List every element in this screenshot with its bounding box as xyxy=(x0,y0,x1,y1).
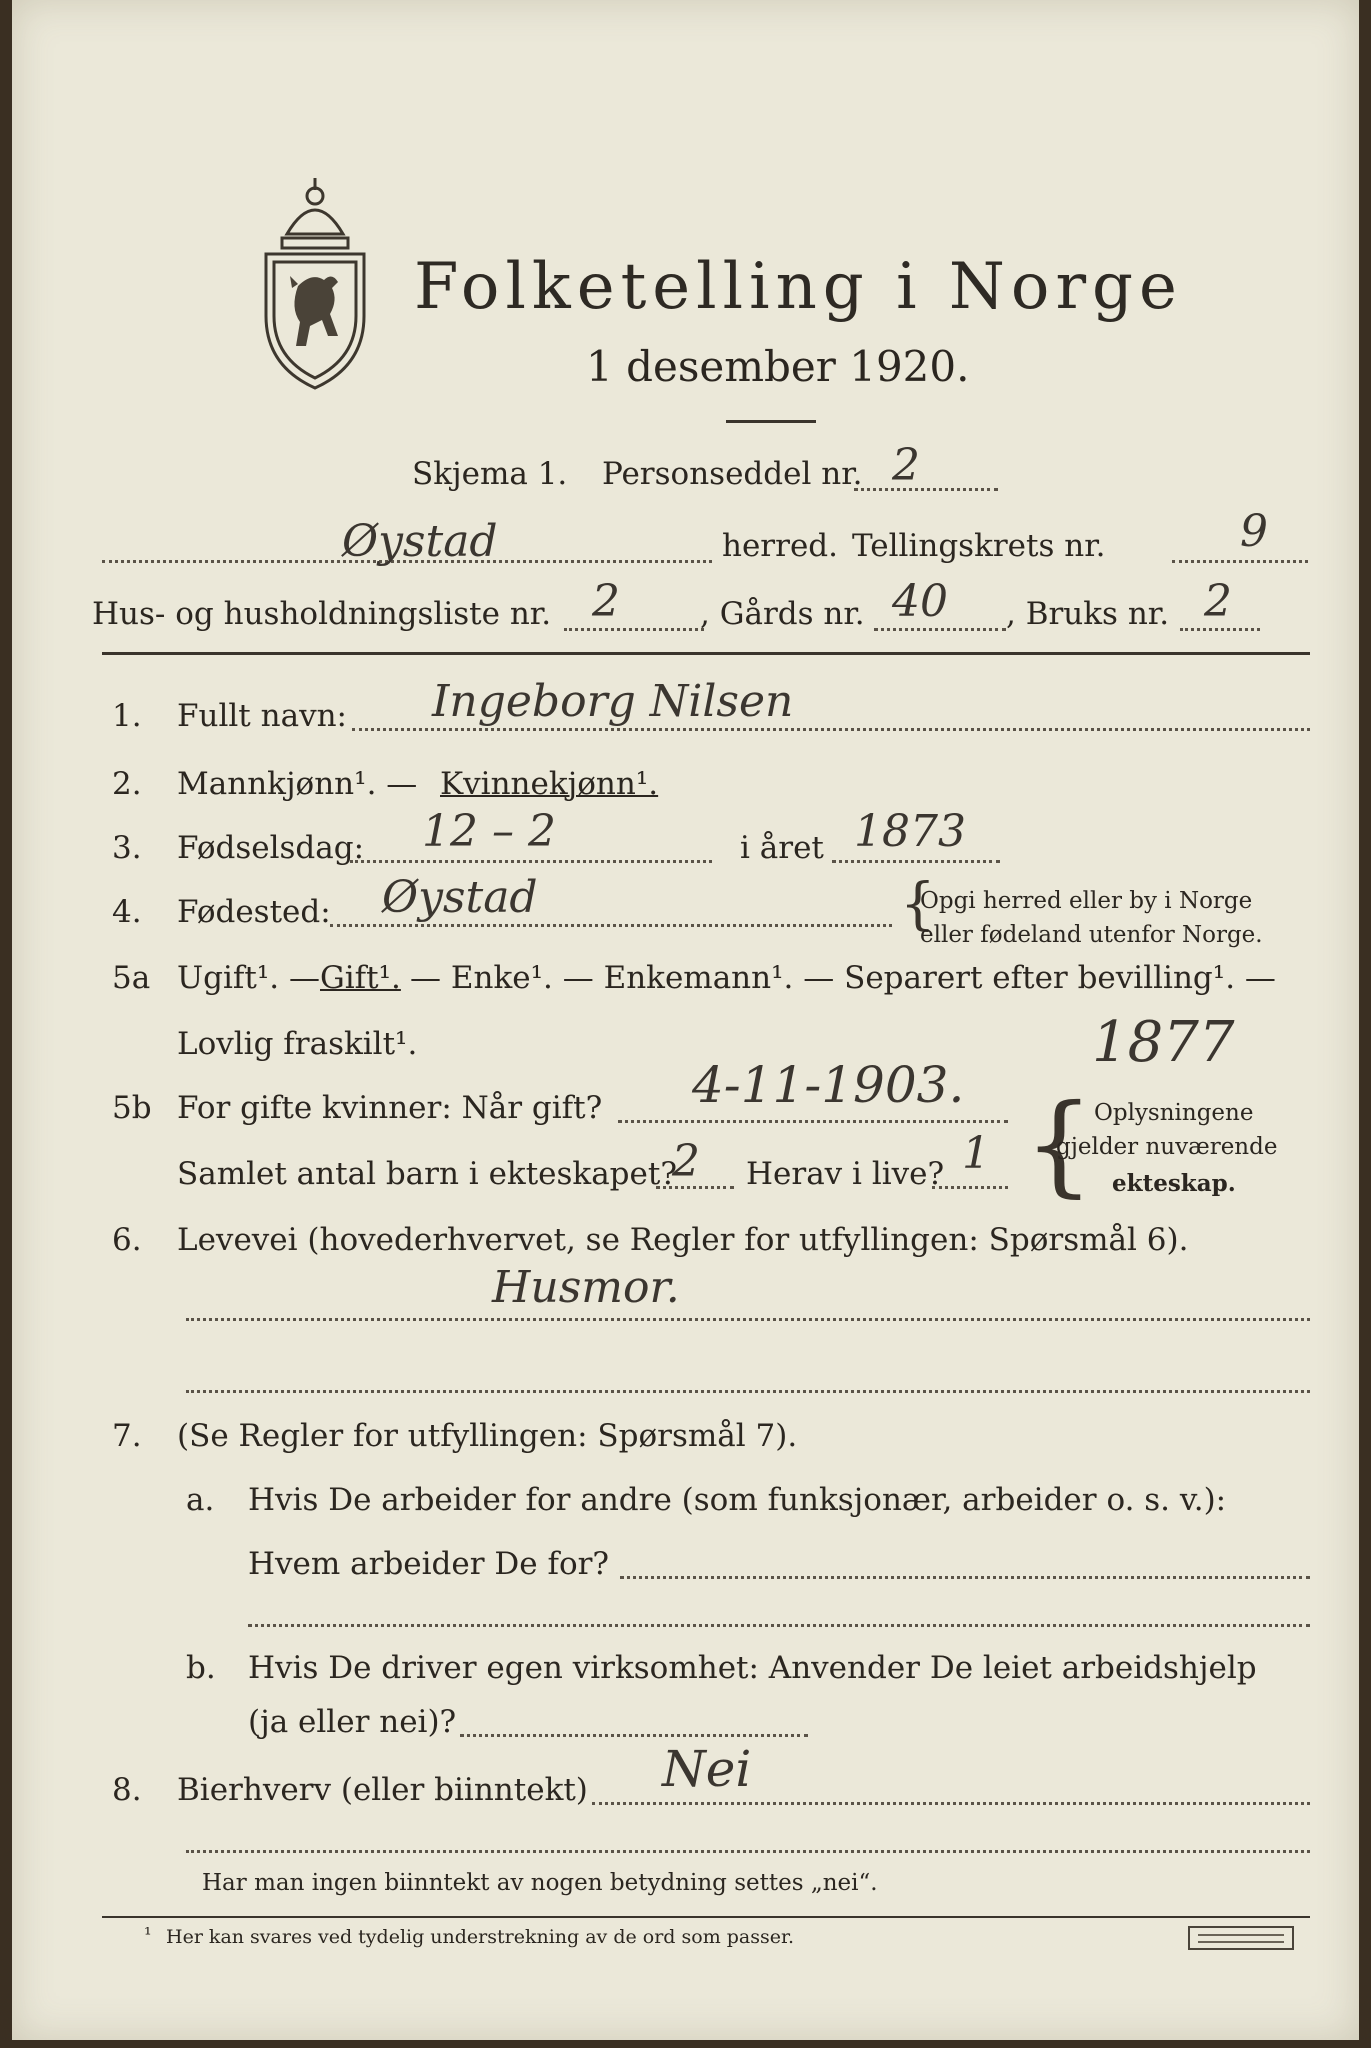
herred-value[interactable]: Øystad xyxy=(342,516,498,567)
q4-note-line1: Opgi herred eller by i Norge xyxy=(920,888,1253,914)
norway-coat-of-arms-icon xyxy=(252,176,378,391)
q7-label: (Se Regler for utfyllingen: Spørsmål 7). xyxy=(177,1418,798,1454)
birth-year-value[interactable]: 1873 xyxy=(854,806,966,857)
q5b-number: 5b xyxy=(112,1090,152,1126)
tellingskrets-value[interactable]: 9 xyxy=(1240,506,1268,557)
q7a-dots-1 xyxy=(620,1576,1310,1579)
tellingskrets-dots xyxy=(1172,560,1308,563)
q5b-children-label: Samlet antal barn i ekteskapet? xyxy=(177,1156,677,1192)
marriage-date-value[interactable]: 4-11-1903. xyxy=(692,1056,965,1114)
q4-brace: { xyxy=(900,872,936,937)
tellingskrets-label: Tellingskrets nr. xyxy=(852,528,1106,564)
q8-dots xyxy=(592,1802,1310,1805)
page-title: Folketelling i Norge xyxy=(414,250,1183,324)
q5a-annotation: 1877 xyxy=(1092,1010,1235,1075)
nei-note: Har man ingen biinntekt av nogen betydning settes „nei“. xyxy=(202,1870,878,1896)
q7b-letter: b. xyxy=(186,1650,216,1686)
hus-dots xyxy=(564,628,704,631)
q4-label: Fødested: xyxy=(177,894,331,930)
q5b-label: For gifte kvinner: Når gift? xyxy=(177,1090,603,1126)
census-form xyxy=(12,0,1359,2040)
q5b-note-line3: ekteskap. xyxy=(1112,1170,1236,1197)
herred-label: herred. xyxy=(722,528,838,564)
q7a-line2: Hvem arbeider De for? xyxy=(248,1546,610,1582)
q6-dots-2 xyxy=(186,1390,1310,1393)
header-rule xyxy=(102,652,1310,655)
q7a-dots-2 xyxy=(248,1624,1310,1627)
personseddel-value[interactable]: 2 xyxy=(892,440,920,491)
birthdate-value[interactable]: 12 – 2 xyxy=(422,806,556,857)
q7a-letter: a. xyxy=(186,1482,215,1518)
q8-dots-2 xyxy=(186,1850,1310,1853)
bruks-dots xyxy=(1180,628,1260,631)
bruks-value[interactable]: 2 xyxy=(1204,576,1232,627)
q5b-note-line1: Oplysningene xyxy=(1094,1100,1254,1126)
q6-label: Levevei (hovederhvervet, se Regler for utfyllingen: Spørsmål 6). xyxy=(177,1222,1189,1258)
q8-label: Bierhverv (eller biinntekt) xyxy=(177,1772,588,1808)
q4-dots xyxy=(330,924,892,927)
printer-stamp-icon xyxy=(1188,1926,1294,1950)
title-divider xyxy=(726,420,816,423)
q2-mannkjonn: Mannkjønn¹. — xyxy=(177,766,418,802)
personseddel-dots xyxy=(854,488,998,491)
side-income-value[interactable]: Nei xyxy=(662,1740,752,1798)
children-alive-value[interactable]: 1 xyxy=(962,1128,990,1179)
q4-note-line2: eller fødeland utenfor Norge. xyxy=(920,922,1263,948)
q5a-number: 5a xyxy=(112,960,151,996)
q5a-rest: — Enke¹. — Enkemann¹. — Separert efter bevilling¹. — xyxy=(410,960,1276,996)
q3-dots xyxy=(350,860,712,863)
q5a-line2: Lovlig fraskilt¹. xyxy=(177,1026,418,1062)
gards-value[interactable]: 40 xyxy=(892,576,948,627)
q2-kvinnekjonn[interactable]: Kvinnekjønn¹. xyxy=(440,766,659,802)
hus-value[interactable]: 2 xyxy=(592,576,620,627)
hus-label: Hus- og husholdningsliste nr. xyxy=(92,596,552,632)
q3-number: 3. xyxy=(112,830,142,866)
q1-number: 1. xyxy=(112,698,142,734)
q7b-line2: (ja eller nei)? xyxy=(248,1704,457,1740)
q5a-gift[interactable]: Gift¹. xyxy=(320,960,401,996)
gards-label: , Gårds nr. xyxy=(700,596,865,632)
q7-number: 7. xyxy=(112,1418,142,1454)
q8-number: 8. xyxy=(112,1772,142,1808)
occupation-value[interactable]: Husmor. xyxy=(492,1262,680,1313)
q3-year-label: i året xyxy=(740,830,824,866)
q5a-ugift: Ugift¹. — xyxy=(177,960,320,996)
census-date: 1 desember 1920. xyxy=(586,342,970,391)
birthplace-value[interactable]: Øystad xyxy=(382,872,538,923)
bruks-label: , Bruks nr. xyxy=(1006,596,1170,632)
q3-year-dots xyxy=(832,860,1000,863)
q7b-dots xyxy=(460,1734,808,1737)
footnote-text: Her kan svares ved tydelig understrekning av de ord som passer. xyxy=(166,1926,795,1948)
footnote-mark: ¹ xyxy=(144,1924,152,1946)
q1-label: Fullt navn: xyxy=(177,698,347,734)
q5b-brace: { xyxy=(1024,1080,1094,1208)
q5b-dots xyxy=(618,1120,1008,1123)
q3-label: Fødselsdag: xyxy=(177,830,365,866)
q4-number: 4. xyxy=(112,894,142,930)
q7b-label: Hvis De driver egen virksomhet: Anvender De leiet arbeidshjelp xyxy=(248,1650,1257,1686)
q1-dots xyxy=(352,728,1310,731)
footnote-rule xyxy=(102,1916,1310,1918)
q5b-alive-dots xyxy=(932,1186,1008,1189)
personseddel-label: Personseddel nr. xyxy=(602,456,863,492)
q7a-label: Hvis De arbeider for andre (som funksjonær, arbeider o. s. v.): xyxy=(248,1482,1227,1518)
children-count-value[interactable]: 2 xyxy=(672,1136,700,1187)
gards-dots xyxy=(874,628,1006,631)
skjema-label: Skjema 1. xyxy=(412,456,568,492)
q5b-alive-label: Herav i live? xyxy=(746,1156,945,1192)
full-name-value[interactable]: Ingeborg Nilsen xyxy=(432,676,794,727)
q5b-note-line2: gjelder nuværende xyxy=(1056,1134,1278,1160)
q6-dots-1 xyxy=(186,1318,1310,1321)
q6-number: 6. xyxy=(112,1222,142,1258)
q2-number: 2. xyxy=(112,766,142,802)
